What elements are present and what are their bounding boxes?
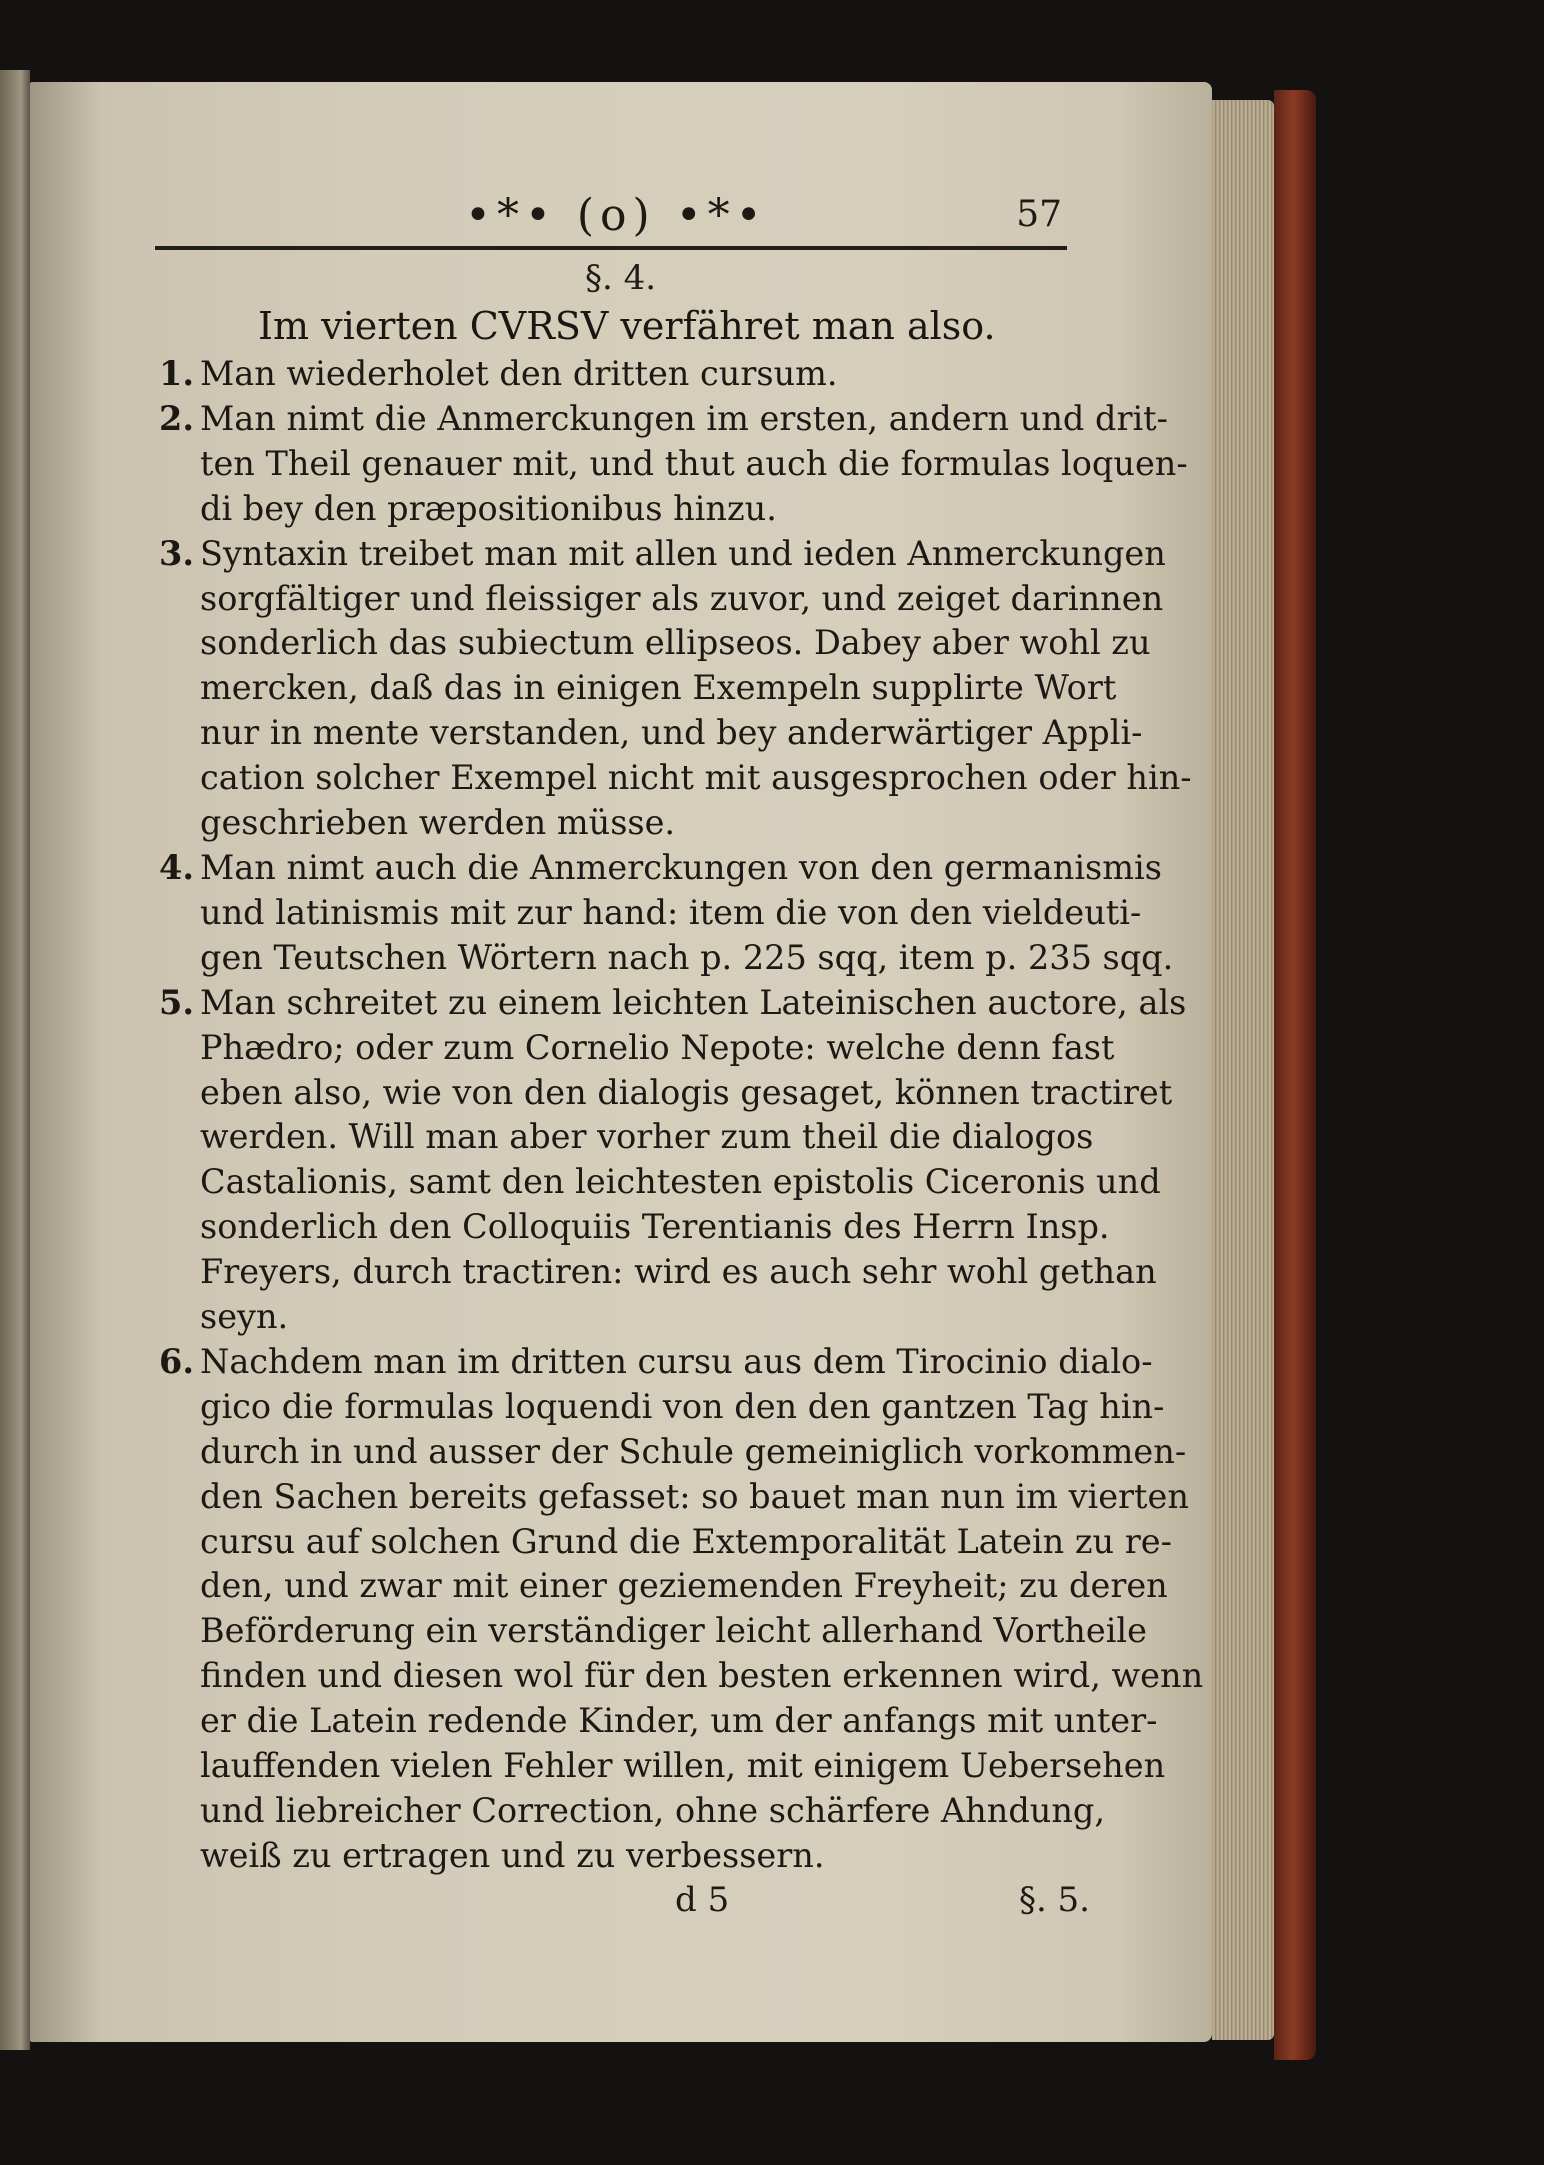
text-line: ten Theil genauer mit, und thut auch die formulas loquen- xyxy=(200,443,1188,483)
text-line: Syntaxin treibet man mit allen und ieden Anmerckungen xyxy=(200,533,1166,573)
text-line: seyn. xyxy=(200,1297,289,1337)
text-line: Beförderung ein verständiger leicht allerhand Vortheile xyxy=(200,1611,1147,1651)
text-line: mercken, daß das in einigen Exempeln supplirte Wort xyxy=(200,668,1117,708)
list-item-number: 3. xyxy=(159,533,194,573)
list-item xyxy=(150,1340,1204,1879)
header-ornament: •*• (o) •*• xyxy=(465,190,768,241)
text-line: Castalionis, samt den leichtesten epistolis Ciceronis und xyxy=(200,1162,1161,1202)
text-line: nur in mente verstanden, und bey anderwärtiger Appli- xyxy=(200,713,1143,753)
text-line: sorgfältiger und fleissiger als zuvor, und zeiget darinnen xyxy=(200,578,1164,618)
text-line: Man schreitet zu einem leichten Lateinischen auctore, als xyxy=(200,982,1187,1022)
text-line: cursu auf solchen Grund die Extemporalität Latein zu re- xyxy=(200,1521,1172,1561)
facing-page-edge xyxy=(0,70,30,2050)
page-footer xyxy=(150,1880,1090,1930)
text-line: gen Teutschen Wörtern nach p. 225 sqq, item p. 235 sqq. xyxy=(200,937,1174,977)
text-line: finden und diesen wol für den besten erkennen wird, wenn xyxy=(200,1656,1204,1696)
page-block-edges xyxy=(1212,100,1274,2040)
list-item-number: 2. xyxy=(159,398,194,438)
book-cover-edge xyxy=(1274,90,1316,2060)
text-line: geschrieben werden müsse. xyxy=(200,803,676,843)
text-line: und liebreicher Correction, ohne schärfere Ahndung, xyxy=(200,1791,1106,1830)
list-item-number: 1. xyxy=(159,354,194,393)
numbered-list xyxy=(150,352,1204,1879)
text-line: er die Latein redende Kinder, um der anfangs mit unter- xyxy=(200,1701,1158,1741)
text-line: gico die formulas loquendi von den den gantzen Tag hin- xyxy=(200,1386,1165,1426)
list-item xyxy=(150,352,1090,397)
list-item xyxy=(150,981,1187,1340)
list-item-number: 4. xyxy=(159,847,194,887)
page-number: 57 xyxy=(1016,194,1062,235)
text-line: Man nimt auch die Anmerckungen von den germanismis xyxy=(200,847,1162,887)
text-line: sonderlich das subiectum ellipseos. Dabey aber wohl zu xyxy=(200,623,1151,663)
text-line: und latinismis mit zur hand: item die von den vieldeuti- xyxy=(200,892,1142,932)
text-line: Phædro; oder zum Cornelio Nepote: welche denn fast xyxy=(200,1027,1115,1067)
signature-mark: d 5 xyxy=(675,1880,730,1920)
text-line: Man wiederholet den dritten cursum. xyxy=(200,354,838,393)
text-line: eben also, wie von den dialogis gesaget, können tractiret xyxy=(200,1072,1173,1112)
text-line: den, und zwar mit einer geziemenden Freyheit; zu deren xyxy=(200,1566,1168,1606)
catchword: §. 5. xyxy=(1018,1880,1090,1920)
intro-line: Im vierten CVRSV verfähret man also. xyxy=(258,304,996,348)
text-line: di bey den præpositionibus hinzu. xyxy=(200,488,777,528)
section-heading: §. 4. xyxy=(585,258,657,298)
text-line: den Sachen bereits gefasset: so bauet man nun im vierten xyxy=(200,1476,1189,1516)
text-line: sonderlich den Colloquiis Terentianis des Herrn Insp. xyxy=(200,1207,1110,1247)
list-item xyxy=(150,532,1192,846)
text-line: Man nimt die Anmerckungen im ersten, andern und drit- xyxy=(200,398,1168,438)
list-item xyxy=(150,397,1188,532)
text-line: weiß zu ertragen und zu verbessern. xyxy=(200,1835,825,1875)
list-item-number: 5. xyxy=(159,982,194,1022)
list-item xyxy=(150,846,1174,981)
text-line: cation solcher Exempel nicht mit ausgesprochen oder hin- xyxy=(200,758,1192,798)
running-header xyxy=(150,182,1062,246)
text-line: werden. Will man aber vorher zum theil die dialogos xyxy=(200,1117,1094,1157)
text-line: durch in und ausser der Schule gemeiniglich vorkommen- xyxy=(200,1431,1187,1471)
text-line: Freyers, durch tractiren: wird es auch sehr wohl gethan xyxy=(200,1252,1157,1292)
text-line: Nachdem man im dritten cursu aus dem Tirocinio dialo- xyxy=(200,1341,1153,1381)
text-line: lauffenden vielen Fehler willen, mit einigem Uebersehen xyxy=(200,1746,1166,1786)
list-item-number: 6. xyxy=(159,1341,194,1381)
header-rule xyxy=(155,246,1067,250)
